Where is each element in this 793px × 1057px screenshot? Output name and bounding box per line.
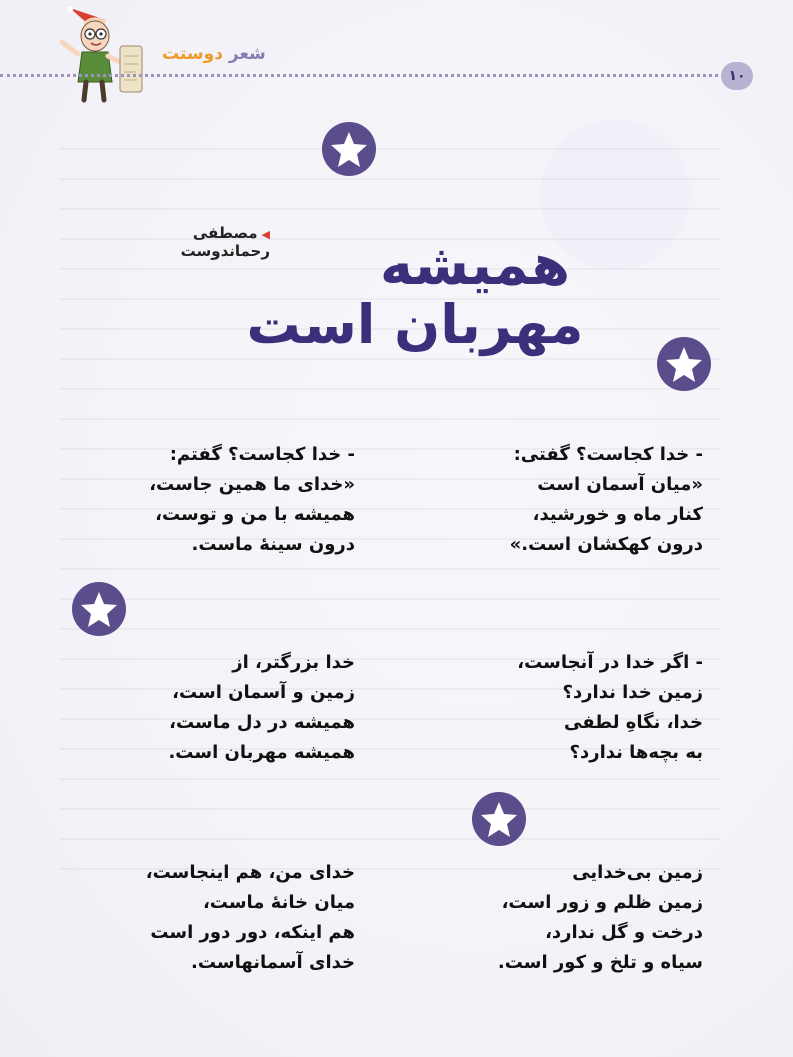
poem-line: خدای من، هم اینجاست، xyxy=(145,862,355,883)
poem-line: میان خانهٔ ماست، xyxy=(202,892,355,913)
poem-line: هم اینکه، دور دور است xyxy=(150,922,355,943)
poem-line: زمین بی‌خدایی xyxy=(572,862,703,883)
poem-line: خدای آسمانهاست. xyxy=(191,952,355,973)
section-label xyxy=(162,44,266,64)
poem-line: سیاه و تلخ و کور است. xyxy=(497,952,703,973)
poem-line: همیشه مهربان است. xyxy=(168,742,355,763)
star-icon xyxy=(470,790,528,848)
section-label-suffix: دوستت xyxy=(162,44,223,64)
poem-line: همیشه با من و توست، xyxy=(155,504,355,525)
poem-line: به بچه‌ها ندارد؟ xyxy=(569,742,703,763)
star-icon xyxy=(655,335,713,393)
author-name: مصطفی رحماندوست xyxy=(180,224,270,260)
stanza xyxy=(149,440,355,560)
elf-character-icon xyxy=(40,6,152,106)
poem-line: - خدا کجاست؟ گفتم: xyxy=(169,444,355,465)
star-icon xyxy=(70,580,128,638)
stanza xyxy=(146,858,355,978)
poem-line: - اگر خدا در آنجاست، xyxy=(517,652,703,673)
poem-line: خدا بزرگتر، از xyxy=(232,652,355,673)
poem-line: درون کهکشان است.» xyxy=(509,534,703,555)
poem-title xyxy=(240,233,710,356)
poem-line: خدا، نگاهِ لطفی xyxy=(564,712,703,733)
page-number: ۱۰ xyxy=(721,62,753,90)
poem-line: «خدای ما همین جاست، xyxy=(149,474,355,495)
triangle-marker-icon: ◀ xyxy=(261,228,270,241)
poem-title-line2: مهربان است xyxy=(246,293,584,356)
header-dotted-rule xyxy=(0,74,718,77)
poem-line: زمین خدا ندارد؟ xyxy=(562,682,703,703)
stanza xyxy=(510,440,703,560)
poem-line: - خدا کجاست؟ گفتی: xyxy=(513,444,703,465)
poem-line: زمین ظلم و زور است، xyxy=(501,892,703,913)
poem-title-line1: همیشه xyxy=(379,233,571,298)
star-icon xyxy=(320,120,378,178)
poem-line: زمین و آسمان است، xyxy=(172,682,355,703)
poem-line: «میان آسمان است xyxy=(537,474,703,495)
poem-line: همیشه در دل ماست، xyxy=(169,712,355,733)
poem-line: درخت و گل ندارد، xyxy=(545,922,703,943)
poem-line: درون سینهٔ ماست. xyxy=(191,534,355,555)
stanza xyxy=(517,648,703,768)
stanza xyxy=(168,648,355,768)
poem-line: کنار ماه و خورشید، xyxy=(532,504,703,525)
section-label-prefix: شعر xyxy=(228,44,266,64)
stanza xyxy=(498,858,703,978)
